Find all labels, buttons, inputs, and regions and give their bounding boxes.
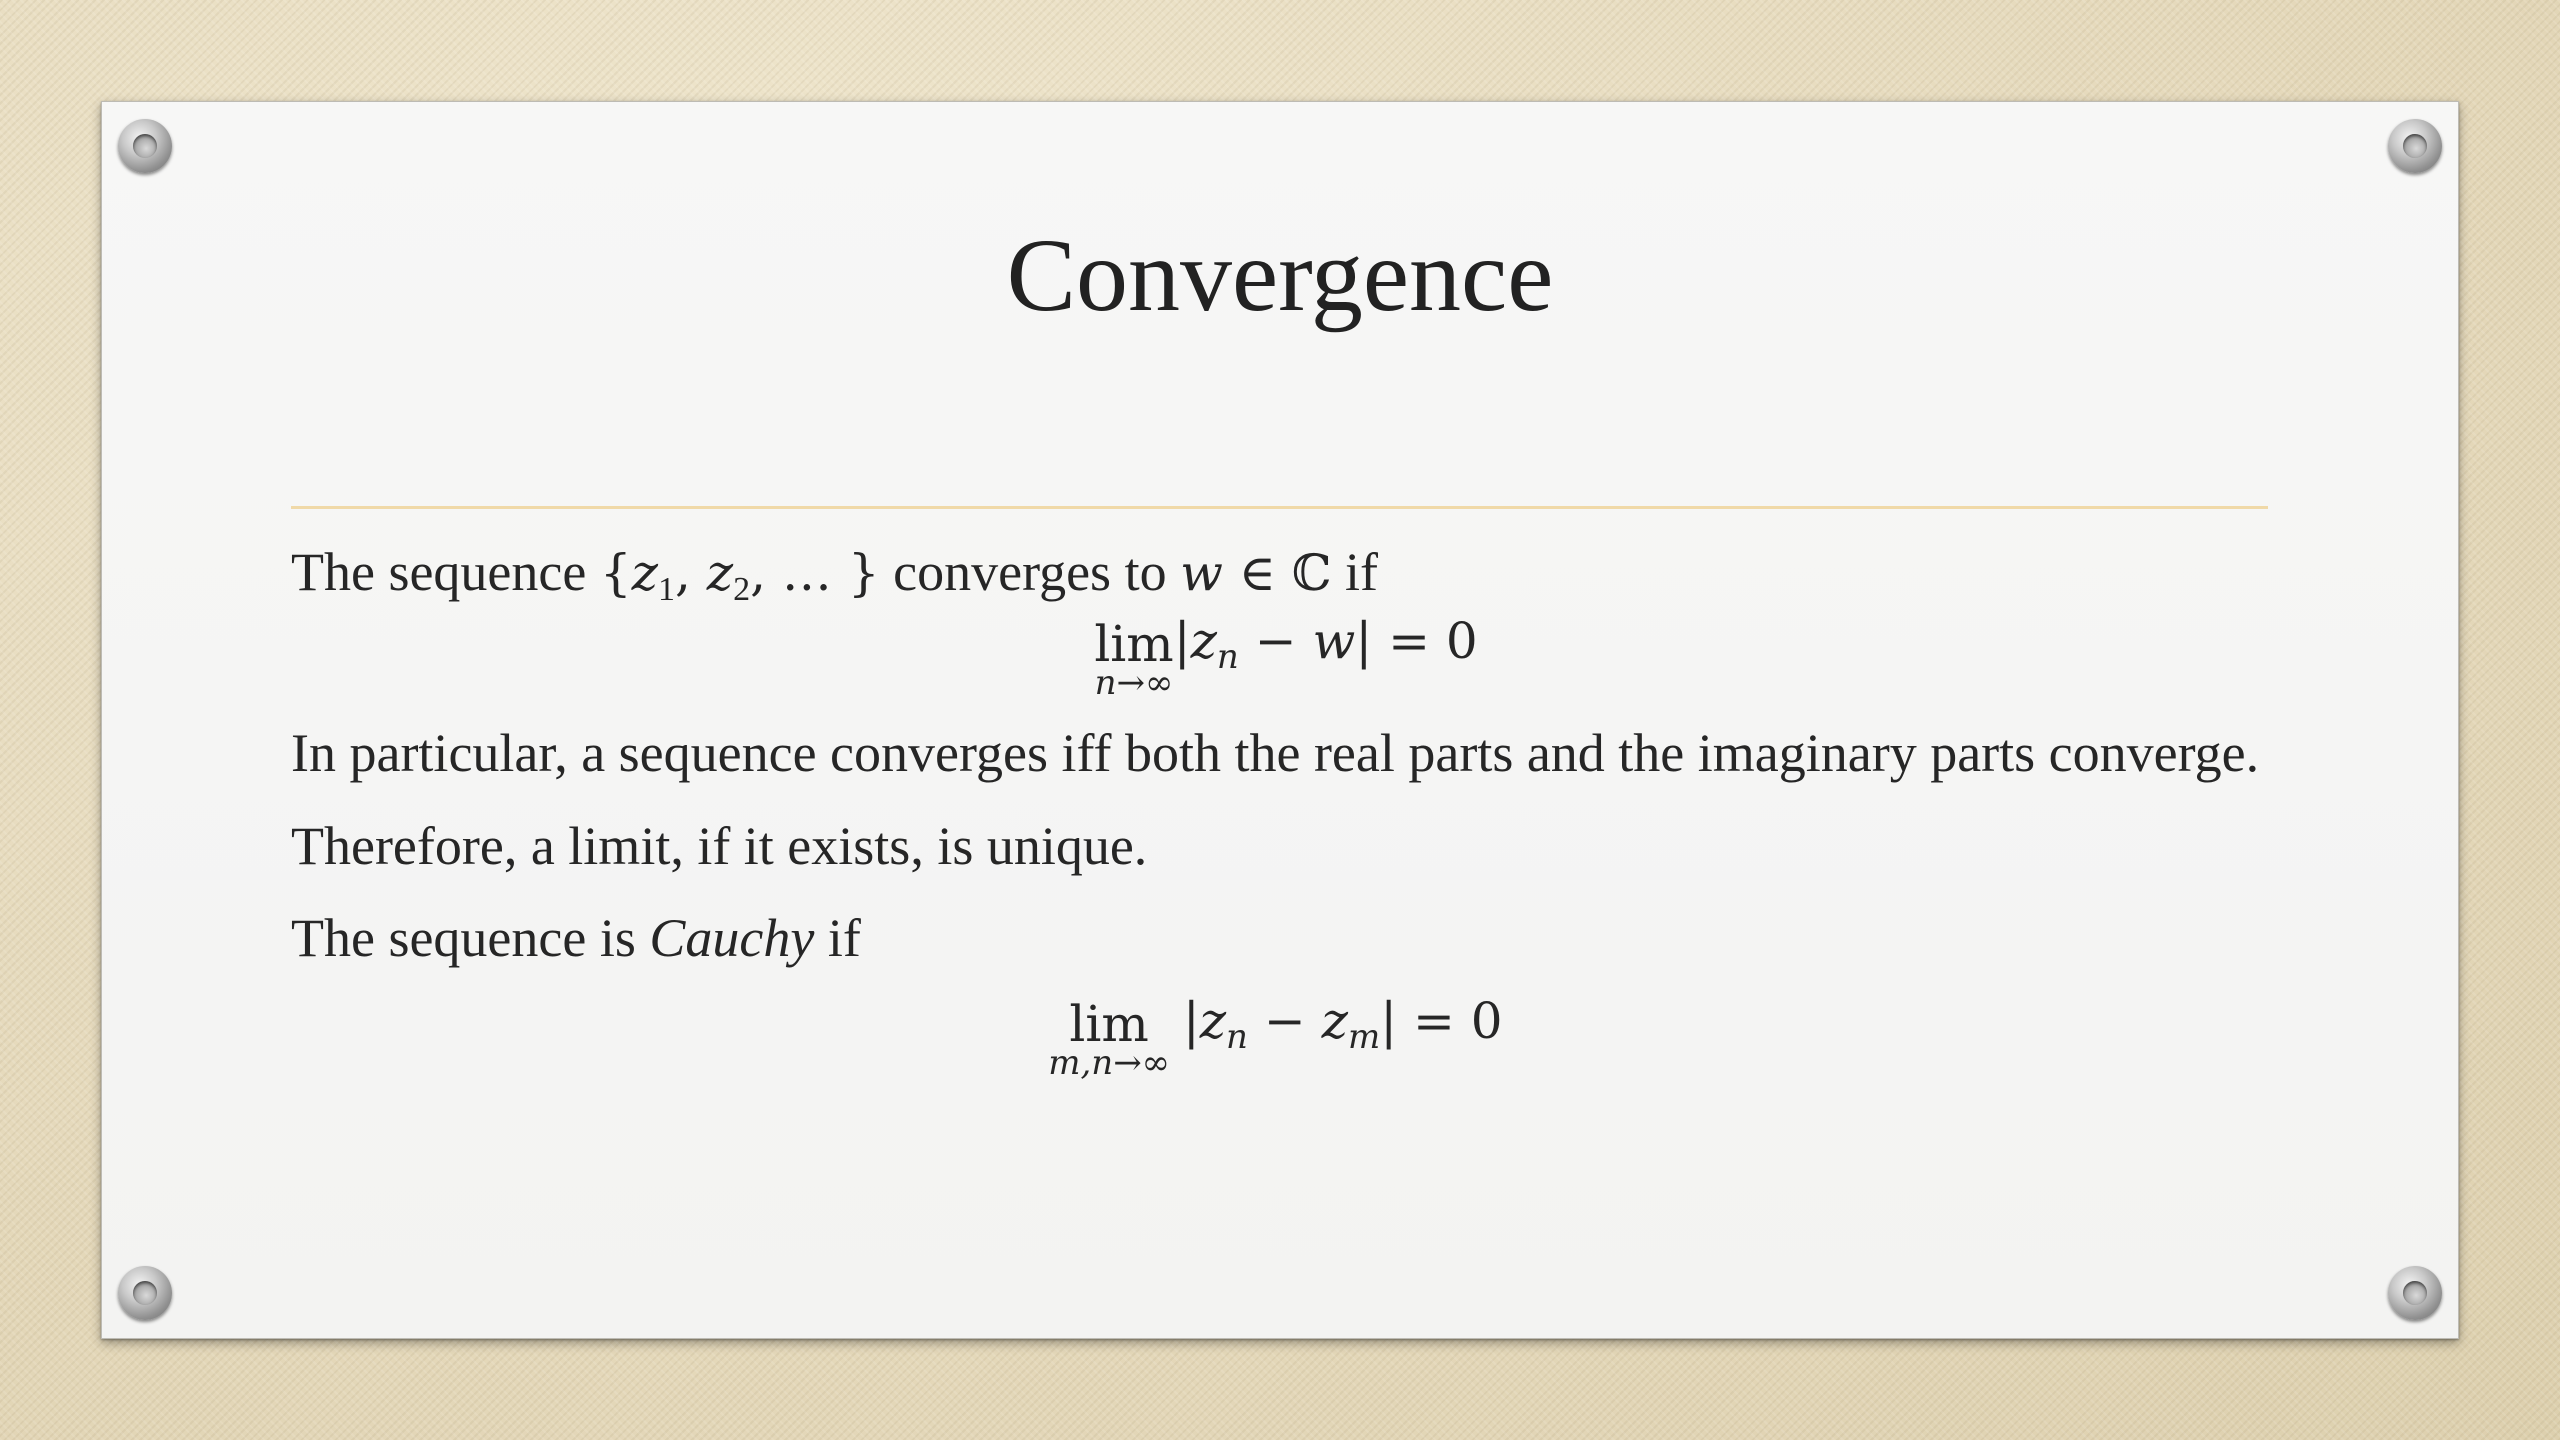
math-var: w [1312,611,1356,670]
math-sep: , … [750,544,848,602]
limit-equation [291,611,2281,711]
grommet-icon [118,1266,172,1320]
math-subscript: n [1226,1017,1248,1058]
math-var: z [631,544,658,602]
limit-operator [1048,991,1171,1084]
math-var: z [1199,992,1227,1051]
math-symbol: − [1247,992,1322,1051]
math-brace: } [847,544,880,602]
math-symbol: | [1173,611,1191,670]
math-symbol: = 0 [1372,611,1478,670]
grommet-icon [118,119,172,173]
equation-body [1173,611,1478,677]
paragraph: In particular, a sequence converges iff both the real parts and the imaginary parts converge. [291,722,2260,783]
text-run: The sequence [291,542,600,602]
math-subscript: n [1216,636,1239,677]
math-symbol: | [1182,992,1200,1051]
math-symbol: − [1238,611,1313,670]
math-var: z [1321,992,1348,1051]
equation-body [1182,992,1503,1058]
text-run: converges to [879,542,1181,602]
slide-title: Convergence [1006,218,1554,333]
text-run: if [1331,542,1378,602]
text-run: The sequence is [291,908,650,969]
limit-operator [1094,611,1174,703]
lim-word: lim [1094,614,1174,673]
title-divider [291,506,2268,509]
grommet-icon [2388,1266,2442,1320]
lim-subscript: m,n→∞ [1048,1043,1171,1084]
cauchy-equation [291,991,2281,1091]
slide-body [291,540,2281,1091]
cauchy-line [291,906,2281,971]
math-var: w [1180,544,1223,602]
lim-subscript: n→∞ [1094,662,1174,703]
grommet-icon [2388,119,2442,173]
math-var: z [1190,611,1217,670]
math-symbol: = 0 [1397,992,1503,1051]
emphasis: Cauchy [649,908,815,969]
math-subscript: m [1347,1017,1381,1058]
slide [101,101,2459,1339]
math-var: z [706,544,734,602]
lim-word: lim [1069,995,1149,1054]
text-run: if [814,908,861,969]
math-sep: , [675,544,707,602]
paragraph: Therefore, a limit, if it exists, is unique. [291,815,1148,876]
math-symbol: | [1380,992,1398,1051]
definition-line [291,540,2281,611]
math-subscript: 1 [658,571,675,608]
math-subscript: 2 [733,571,751,608]
math-symbol: ℂ [1291,544,1332,602]
math-brace: { [599,544,632,602]
math-symbol: | [1355,611,1373,670]
math-symbol: ∈ [1222,544,1292,602]
